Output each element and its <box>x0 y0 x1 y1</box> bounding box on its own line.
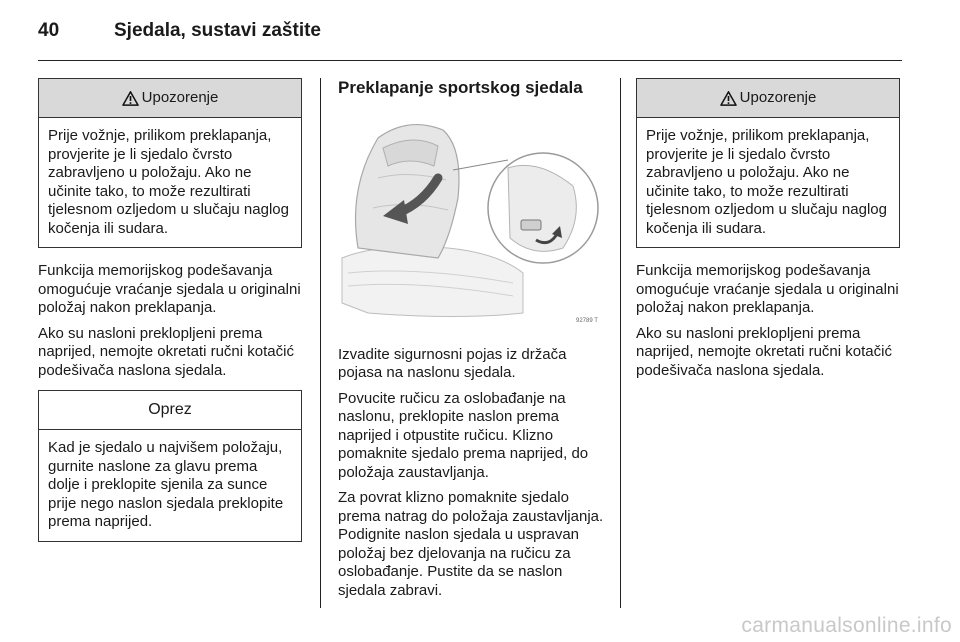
warning-box <box>636 78 900 248</box>
header-rule <box>38 60 902 61</box>
paragraph: Ako su nasloni preklopljeni prema naprijed, nemojte okretati ručni kotačić podešivača naslona sjedala. <box>636 324 892 379</box>
paragraph: Za povrat klizno pomaknite sjedalo prema natrag do položaja zaustavljanja. Podignite naslon sjedala u uspravan položaj bez djelovanja na ručicu za oslobađanje. Pustite da se naslon sjedala zabravi. <box>338 489 604 599</box>
warning-title: Upozorenje <box>739 88 817 106</box>
paragraph: Povucite ručicu za oslobađanje na naslonu, preklopite naslon prema naprijed i otpustite ručicu. Klizno pomaknite sjedalo prema naprijed, do položaja zaustavljanja. <box>338 389 589 481</box>
warning-title: Upozorenje <box>141 88 219 106</box>
warning-box-header <box>637 79 899 118</box>
paragraph: Funkcija memorijskog podešavanja omogućuje vraćanje sjedala u originalni položaj nakon preklapanja. <box>38 262 301 316</box>
warning-triangle-icon <box>122 91 139 106</box>
watermark: carmanualsonline.info <box>741 614 952 637</box>
middle-column <box>338 78 604 607</box>
column-divider-right <box>620 78 621 608</box>
column-divider-left <box>320 78 321 608</box>
warning-triangle-icon <box>720 91 737 106</box>
warning-text: Prije vožnje, prilikom preklapanja, provjerite je li sjedalo čvrsto zabravljeno u položaju. Ako ne učinite tako, to može rezultirati tjelesnom ozljedom u slučaju naglog kočenja ili sudara. <box>646 127 887 237</box>
caution-box-header <box>39 391 301 430</box>
left-column <box>38 78 302 556</box>
chapter-title: Sjedala, sustavi zaštite <box>114 20 321 41</box>
seat-fold-illustration <box>338 108 600 326</box>
warning-text: Prije vožnje, prilikom preklapanja, provjerite je li sjedalo čvrsto zabravljeno u položaju. Ako ne učinite tako, to može rezultirati tjelesnom ozljedom u slučaju naglog kočenja ili sudara. <box>48 127 289 237</box>
warning-box <box>38 78 302 248</box>
page-number: 40 <box>38 20 60 41</box>
paragraph: Izvadite sigurnosni pojas iz držača pojasa na naslonu sjedala. <box>338 345 567 381</box>
caution-title: Oprez <box>148 400 192 418</box>
paragraph: Ako su nasloni preklopljeni prema naprijed, nemojte okretati ručni kotačić podešivača naslona sjedala. <box>38 324 294 379</box>
caution-box <box>38 390 302 542</box>
caution-text: Kad je sjedalo u najvišem položaju, gurnite naslone za glavu prema dolje i preklopite sjenila za sunce prije nego naslon sjedala preklopite prema naprijed. <box>48 439 284 530</box>
right-column <box>636 78 900 387</box>
figure-label: 92789 T <box>576 318 598 324</box>
section-title: Preklapanje sportskog sjedala <box>338 78 583 97</box>
warning-box-header <box>39 79 301 118</box>
paragraph: Funkcija memorijskog podešavanja omogućuje vraćanje sjedala u originalni položaj nakon preklapanja. <box>636 262 899 316</box>
